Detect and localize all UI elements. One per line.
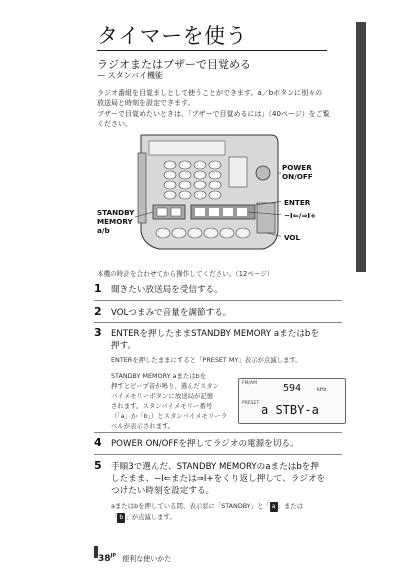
section-subtitle: ラジオまたはブザーで目覚める bbox=[97, 58, 251, 71]
intro-line-2: 放送局と時刻を設定できます。 bbox=[97, 99, 195, 107]
page-title: タイマーを使う bbox=[97, 24, 248, 48]
lcd-standby-text: a STBY-a bbox=[261, 403, 319, 417]
callout-power-line2: ON/OFF bbox=[282, 172, 313, 181]
callout-standby-line3: a/b bbox=[97, 226, 110, 235]
step-5-note-line-1 bbox=[111, 502, 303, 512]
step-5-note-text: 」または bbox=[277, 502, 304, 510]
step-divider bbox=[94, 322, 342, 323]
step-3-detail-2: 押すとビープ音が鳴り、選んだスタン bbox=[111, 382, 220, 390]
step-divider bbox=[94, 454, 342, 455]
page-language-code: JP bbox=[110, 553, 117, 559]
page-number bbox=[98, 554, 116, 564]
callout-vol: VOL bbox=[284, 233, 301, 242]
callout-power-line1: POWER bbox=[282, 163, 312, 172]
step-3-detail-5: （「a」か「b」）とスタンバイメモリーラ bbox=[111, 412, 228, 420]
standby-b-badge: b bbox=[119, 514, 124, 521]
step-2-number: 2 bbox=[94, 305, 102, 318]
callout-arrows: −I⇐/⇒I+ bbox=[284, 211, 317, 220]
clock-note: 本機の時計を合わせてから操作してください。（12ページ） bbox=[97, 270, 274, 278]
step-2-text: VOLつまみで音量を調節する。 bbox=[111, 308, 232, 318]
step-4-text: POWER ON/OFFを押してラジオの電源を切る。 bbox=[111, 439, 299, 449]
step-5-note-text: aまたはbを押している間、表示窓に「STANDBY」と「 bbox=[111, 502, 270, 510]
step-3-number: 3 bbox=[94, 326, 102, 339]
step-1-number: 1 bbox=[94, 282, 102, 295]
lcd-unit: kHz bbox=[317, 387, 327, 393]
lcd-display-illustration bbox=[238, 378, 346, 424]
step-3-detail-4: されます。スタンバイメモリー番号 bbox=[111, 402, 213, 410]
radio-device-illustration bbox=[135, 133, 281, 255]
title-underline bbox=[97, 50, 327, 51]
section-name: 便利な使いかた bbox=[122, 555, 172, 563]
step-3-detail-3: バイメモリーボタンに放送局が記憶 bbox=[111, 392, 214, 400]
standby-a-badge: a bbox=[271, 503, 276, 510]
step-3-line-2: 押す。 bbox=[111, 341, 137, 351]
section-subsubtitle: — スタンバイ機能 bbox=[97, 71, 163, 80]
page-number-value: 38 bbox=[98, 554, 111, 564]
step-1-text: 聞きたい放送局を受信する。 bbox=[111, 285, 223, 295]
step-3-line-1: ENTERを押したままSTANDBY MEMORY aまたはbを bbox=[111, 329, 319, 339]
step-3-note: ENTERを押したままにすると「PRESET MY」表示が点滅します。 bbox=[111, 356, 302, 364]
lcd-band-label: FM/AM bbox=[242, 381, 257, 386]
step-divider bbox=[94, 300, 342, 301]
callout-standby-line2: MEMORY bbox=[97, 217, 133, 226]
step-5-number: 5 bbox=[94, 459, 102, 472]
callout-standby-line1: STANDBY bbox=[97, 208, 135, 217]
intro-line-4: ください。 bbox=[97, 120, 132, 128]
intro-line-3: ブザーで目覚めたいときは、「ブザーで目覚めるには」（40ページ）をご覧 bbox=[97, 110, 330, 118]
step-3-detail-6: ベルが表示されます。 bbox=[111, 422, 175, 430]
step-5-line-1: 手順3で選んだ、STANDBY MEMORYのaまたはbを押 bbox=[111, 462, 319, 472]
step-5-note-line-2 bbox=[111, 513, 176, 523]
step-3-detail-1: STANDBY MEMORY aまたはbを bbox=[111, 372, 207, 380]
lcd-preset-label: PRESET bbox=[242, 401, 260, 406]
step-5-note-text: 」が点滅します。 bbox=[125, 513, 176, 521]
callout-enter: ENTER bbox=[284, 198, 311, 207]
step-4-number: 4 bbox=[94, 436, 102, 449]
step-5-line-3: つけたい時刻を設定する。 bbox=[111, 486, 215, 496]
section-edge-tab bbox=[356, 22, 366, 272]
intro-line-1: ラジオ番組を目覚ましとして使うことができます。a／bボタンに別々の bbox=[97, 89, 323, 97]
step-divider bbox=[94, 432, 342, 433]
page-footer bbox=[98, 553, 171, 564]
lcd-frequency: 594 bbox=[283, 383, 302, 394]
step-5-line-2: したまま、−I⇐または⇒I+をくり返し押して、ラジオを bbox=[111, 474, 326, 484]
step-5-note-text: 「 bbox=[111, 513, 118, 521]
